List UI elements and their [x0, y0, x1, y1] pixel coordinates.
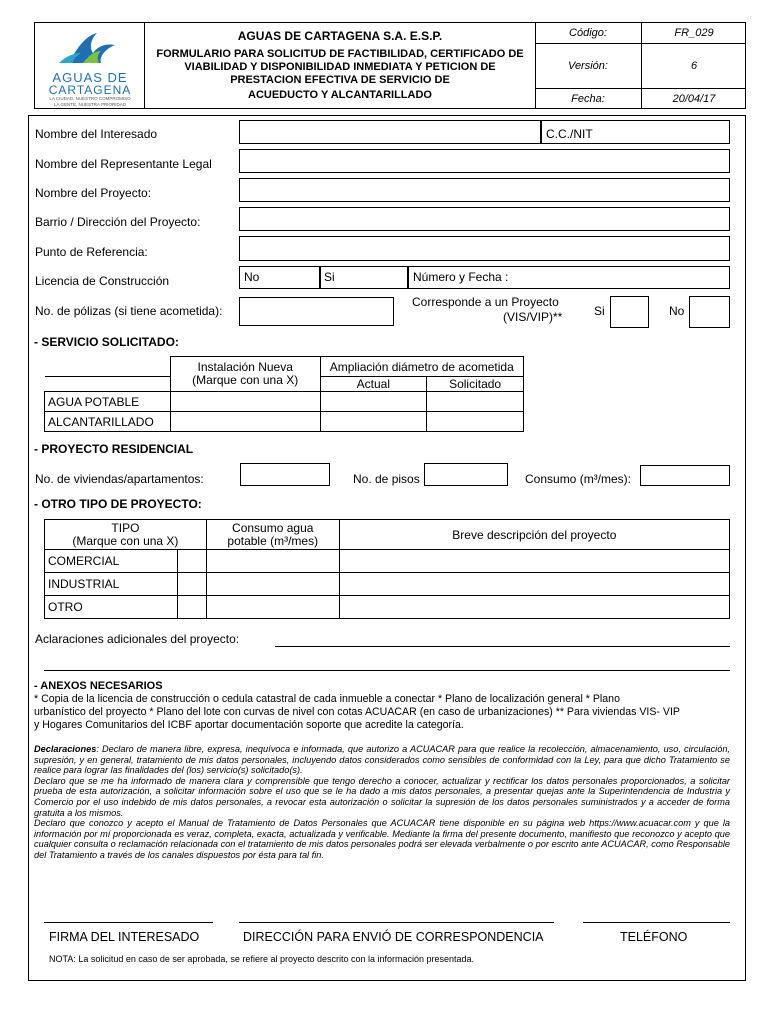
- logo-tagline-1: LA CIUDAD, NUESTRO COMPROMISO: [49, 96, 131, 101]
- col-instalacion-nueva: [170, 357, 320, 392]
- proyecto-label: Nombre del Proyecto:: [35, 186, 152, 200]
- col-solicitado: Solicitado: [427, 377, 524, 392]
- logo-tagline-2: LA GENTE, NUESTRA PRIORIDAD: [53, 102, 126, 107]
- cell-input[interactable]: [177, 550, 206, 573]
- viviendas-label: No. de viviendas/apartamentos:: [35, 472, 204, 486]
- direccion-label: DIRECCIÓN PARA ENVIÓ DE CORRESPONDENCIA: [243, 930, 544, 944]
- aclaraciones-label: Aclaraciones adicionales del proyecto:: [35, 632, 240, 646]
- col-nueva-line-1: Instalación Nueva: [197, 360, 293, 374]
- nota-text: NOTA: La solicitud en caso de ser aprobada, se refiere al proyecto descrito con la información presentada.: [49, 954, 475, 964]
- cell-input[interactable]: [320, 392, 427, 412]
- cell-input[interactable]: [170, 412, 320, 432]
- declaraciones-block: [34, 744, 730, 861]
- licencia-si-label: Si: [324, 270, 335, 284]
- form-title-line-2: VIABILIDAD Y DISPONIBILIDAD INMEDIATA Y PETICION DE: [184, 61, 496, 73]
- polizas-input[interactable]: [239, 297, 394, 326]
- servicio-table: [44, 356, 524, 432]
- cell-input[interactable]: [177, 573, 206, 596]
- consumo-label: Consumo (m³/mes):: [525, 472, 632, 486]
- vis-label-1: Corresponde a un Proyecto: [412, 295, 559, 309]
- col-descripcion: Breve descripción del proyecto: [339, 520, 729, 550]
- logo-text-line-1: AGUAS DE: [52, 70, 128, 85]
- residencial-section-title: - PROYECTO RESIDENCIAL: [34, 442, 194, 456]
- logo-text-line-2: CARTAGENA: [48, 83, 132, 97]
- aclaraciones-line-1[interactable]: [275, 646, 730, 647]
- vis-no-checkbox[interactable]: [689, 296, 730, 328]
- cell-input[interactable]: [320, 412, 427, 432]
- cell-input[interactable]: [206, 596, 339, 619]
- interesado-label: Nombre del Interesado: [35, 127, 158, 141]
- cell-input[interactable]: [339, 550, 729, 573]
- version-label: Versión:: [568, 60, 608, 72]
- barrio-input[interactable]: [239, 207, 730, 231]
- table-row: [45, 596, 730, 619]
- declaraciones-paragraph-3: Declaro que conozco y acepto el Manual de Tratamiento de Datos Personales que ACUACAR tiene disponible en su página web https://www.acuacar.com y que la información por mí proporcionada es veraz, completa, exacta, actualizada y verificable. Mediante la firma del presente documento, manifiesto que reconozco y acepto que cualquier consulta o reclamación relacionada con el tratamiento de mis datos personales podrá ser elevada verbalmente o por escrito ante ACUACAR, como Responsable del Tratamiento a través de los canales dispuestos por ésta para tal fin.: [34, 818, 730, 860]
- col-actual: Actual: [320, 377, 427, 392]
- telefono-label: TELÉFONO: [620, 930, 688, 944]
- table-row: [45, 550, 730, 573]
- vis-si-checkbox[interactable]: [610, 296, 649, 328]
- interesado-input[interactable]: [239, 120, 541, 144]
- pisos-label: No. de pisos: [353, 472, 420, 486]
- cell-input[interactable]: [427, 412, 524, 432]
- declaraciones-paragraph-1: [34, 744, 730, 776]
- barrio-label: Barrio / Dirección del Proyecto:: [35, 215, 201, 229]
- anexos-line-2: urbanístico del proyecto * Plano del lote con curvas de nivel con cotas ACUACAR (en caso de urbanizaciones) ** Para viviendas VIS- VIP: [34, 706, 680, 718]
- vis-no-label: No: [669, 304, 685, 318]
- anexos-title: - ANEXOS NECESARIOS: [34, 680, 163, 692]
- wave-logo-icon: [39, 27, 141, 67]
- table-row: [45, 392, 524, 412]
- codigo-value: FR_029: [674, 27, 714, 39]
- licencia-numero-label: Número y Fecha :: [413, 270, 509, 284]
- fecha-value: 20/04/17: [672, 93, 716, 105]
- row-alcantarillado: ALCANTARILLADO: [45, 412, 171, 432]
- firma-label: FIRMA DEL INTERESADO: [49, 930, 200, 944]
- col-consumo-line-1: Consumo agua: [232, 520, 314, 535]
- company-logo: [39, 27, 141, 107]
- fecha-label: Fecha:: [571, 93, 605, 105]
- declaraciones-text-1: : Declaro de manera libre, expresa, inequívoca e informada, que autorizo a ACUACAR para que realice la recolección, almacenamiento, uso, circulación, supresión, y en general, tratamiento de mis datos personales, incluyendo datos considerados como sensibles de conformidad con la Ley, para que dicho Tratamiento se realice para lograr las finalidades del (los) servicio(s) solicitado(s).: [34, 744, 730, 776]
- table-row: [45, 573, 730, 596]
- col-tipo-line-1: TIPO: [111, 520, 140, 535]
- polizas-label: No. de pólizas (si tiene acometida):: [35, 304, 223, 318]
- anexos-line-1: * Copia de la licencia de construcción o cedula catastral de cada inmueble a conectar * Plano de localización general * Plano: [34, 693, 620, 705]
- cell-input[interactable]: [177, 596, 206, 619]
- pisos-input[interactable]: [424, 463, 508, 486]
- table-row: [45, 412, 524, 432]
- col-consumo: [206, 520, 339, 550]
- col-nueva-line-2: (Marque con una X): [192, 373, 299, 387]
- representante-label: Nombre del Representante Legal: [35, 157, 212, 171]
- aclaraciones-line-2[interactable]: [44, 670, 730, 671]
- col-consumo-line-2: potable (m³/mes): [227, 533, 319, 548]
- form-title-line-4: ACUEDUCTO Y ALCANTARILLADO: [248, 89, 432, 101]
- form-header: [34, 22, 746, 109]
- cell-input[interactable]: [170, 392, 320, 412]
- cell-input[interactable]: [427, 392, 524, 412]
- consumo-input[interactable]: [640, 465, 730, 486]
- col-ampliacion: Ampliación diámetro de acometida: [320, 357, 524, 377]
- cell-input[interactable]: [206, 550, 339, 573]
- col-tipo: [45, 520, 207, 550]
- referencia-label: Punto de Referencia:: [35, 245, 148, 259]
- proyecto-input[interactable]: [239, 178, 730, 202]
- vis-label-2: (VIS/VIP)**: [503, 310, 563, 324]
- version-value: 6: [690, 60, 698, 72]
- declaraciones-label: Declaraciones: [34, 744, 97, 754]
- anexos-line-3: y Hogares Comunitarios del ICBF aportar documentación soporte que acredite la categoría.: [34, 719, 464, 731]
- row-comercial: COMERCIAL: [45, 550, 178, 573]
- otro-table: [44, 519, 730, 619]
- cell-input[interactable]: [206, 573, 339, 596]
- referencia-input[interactable]: [239, 236, 730, 261]
- telefono-line[interactable]: [583, 922, 730, 923]
- company-name: AGUAS DE CARTAGENA S.A. E.S.P.: [237, 29, 443, 43]
- declaraciones-paragraph-2: Declaro que se me ha informado de manera clara y comprensible que tengo derecho a conocer, actualizar y rectificar los datos personales proporcionados, a solicitar prueba de esta autorización, a solicitar información sobre el uso que se le ha dado a mis datos personales, a presentar quejas ante la Superintendencia de Industria y Comercio por el uso indebido de mis datos personales, a revocar esta autorización o solicitar la supresión de los datos personales suministrados y a acceder de forma gratuita a los mismos.: [34, 775, 730, 818]
- representante-input[interactable]: [239, 149, 730, 173]
- otro-section-title: - OTRO TIPO DE PROYECTO:: [34, 497, 202, 511]
- codigo-label: Código:: [569, 27, 607, 39]
- row-industrial: INDUSTRIAL: [45, 573, 178, 596]
- licencia-no-label: No: [244, 270, 260, 284]
- firma-line[interactable]: [44, 922, 213, 923]
- cell-input[interactable]: [339, 596, 729, 619]
- row-agua-potable: AGUA POTABLE: [45, 392, 171, 412]
- servicio-section-title: - SERVICIO SOLICITADO:: [34, 335, 179, 349]
- ccnit-label: C.C./NIT: [546, 127, 593, 141]
- form-title-line-1: FORMULARIO PARA SOLICITUD DE FACTIBILIDAD, CERTIFICADO DE: [156, 48, 524, 60]
- cell-input[interactable]: [339, 573, 729, 596]
- col-tipo-line-2: (Marque con una X): [72, 533, 179, 548]
- form-title-line-3: PRESTACION EFECTIVA DE SERVICIO DE: [230, 74, 450, 86]
- viviendas-input[interactable]: [240, 463, 330, 486]
- direccion-line[interactable]: [239, 922, 554, 923]
- licencia-label: Licencia de Construcción: [35, 274, 170, 288]
- vis-si-label: Si: [594, 304, 605, 318]
- row-otro: OTRO: [45, 596, 178, 619]
